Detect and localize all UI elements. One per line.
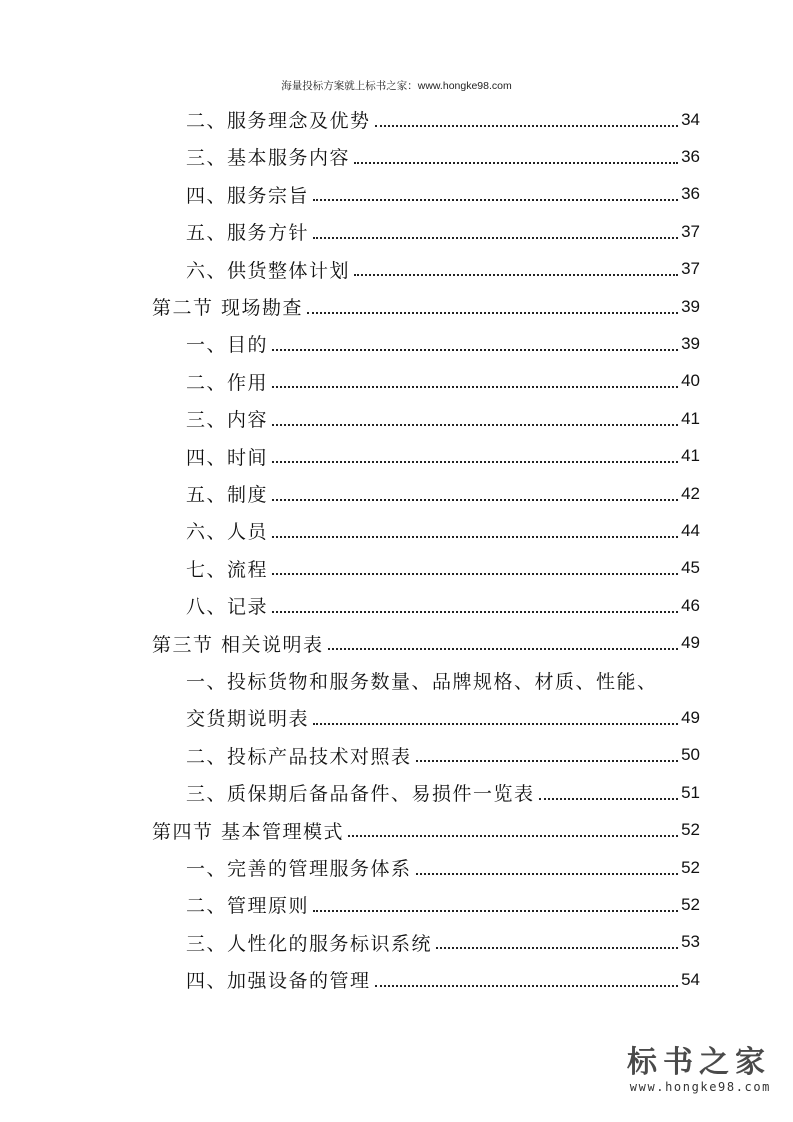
toc-entry [152,812,700,849]
toc-entry-title: 四、服务宗旨 [186,184,310,207]
dot-leader [272,611,678,613]
toc-entry [186,438,700,475]
toc-entry-page: 42 [681,483,700,503]
toc-entry-title: 第三节 相关说明表 [152,633,324,656]
toc-entry-page: 52 [681,857,700,877]
toc-entry-title: 四、时间 [186,446,269,469]
toc-entry-page: 51 [681,782,700,802]
toc-entry-title: 一、投标货物和服务数量、品牌规格、材质、性能、 [186,671,658,693]
dot-leader [313,910,678,912]
toc-entry-title: 二、服务理念及优势 [186,110,371,132]
toc-entry-page: 37 [681,259,700,279]
toc-entry-title: 六、人员 [186,521,269,544]
toc-entry [186,251,700,288]
toc-entry-title: 一、目的 [186,334,269,357]
toc-entry-title: 一、完善的管理服务体系 [186,858,412,880]
dot-leader [375,985,679,987]
toc-entry-page: 44 [681,520,700,540]
toc-entry [186,475,700,512]
toc-entry [186,961,700,998]
toc-entry-page: 37 [681,221,700,241]
toc-entry-page: 39 [681,333,700,353]
toc-entry [186,213,700,250]
dot-leader [436,947,678,949]
toc-entry-title: 二、投标产品技术对照表 [186,745,412,768]
toc-entry-title: 第二节 现场勘查 [152,297,304,319]
toc-entry-title: 交货期说明表 [186,708,310,731]
toc-entry [186,363,700,400]
toc-entry [186,699,700,736]
dot-leader [272,499,678,501]
toc-entry-title: 三、人性化的服务标识系统 [186,932,433,955]
toc-entry-title: 七、流程 [186,558,269,581]
toc-entry-page: 41 [681,446,700,466]
dot-leader [354,162,678,164]
toc-entry-page: 49 [681,633,700,653]
toc-entry-page: 36 [681,184,700,204]
toc-entry-page: 41 [681,408,700,428]
toc-entry-title: 四、加强设备的管理 [186,970,371,993]
toc-entry-page: 52 [681,894,700,914]
toc-entry [186,924,700,961]
toc-entry-page: 40 [681,371,700,391]
dot-leader [272,349,678,351]
toc-entry-title: 三、质保期后备品备件、易损件一览表 [186,783,535,806]
dot-leader [272,386,678,388]
toc-entry-page: 46 [681,595,700,615]
header-prefix: 海量投标方案就上标书之家： [281,80,418,92]
toc-entry-title: 五、服务方针 [186,222,310,245]
dot-leader [307,312,678,314]
dot-leader [348,835,678,837]
dot-leader [416,873,679,875]
logo-name: 标书之家 [627,1045,771,1080]
toc-entry [186,550,700,587]
toc-entry-title: 六、供货整体计划 [186,259,351,282]
toc-entry [186,138,700,175]
toc-entry-page: 52 [681,820,700,840]
dot-leader [272,424,678,426]
dot-leader [313,723,678,725]
dot-leader [272,536,678,538]
toc-entry [186,101,700,138]
toc-entry [186,886,700,923]
toc-entry-title: 二、管理原则 [186,895,310,918]
toc-entry [186,512,700,549]
dot-leader [375,125,679,127]
logo-site: www.hongke98.com [629,1080,771,1094]
toc-entry [186,176,700,213]
toc-entry [152,288,700,325]
toc-entry-page: 50 [681,745,700,765]
watermark-logo [627,1046,771,1094]
toc-entry-title: 三、基本服务内容 [186,147,351,170]
toc-entry [186,587,700,624]
toc-entry-page: 49 [681,707,700,727]
toc-entry [152,625,700,662]
toc-entry-page: 36 [681,146,700,166]
toc-entry-title: 八、记录 [186,596,269,619]
toc-entry-title: 第四节 基本管理模式 [152,820,345,843]
dot-leader [313,237,678,239]
toc-entry [186,774,700,811]
toc-entry [186,737,700,774]
toc-entry-page: 54 [681,969,700,989]
dot-leader [328,648,679,650]
dot-leader [539,798,679,800]
toc-entry-page: 39 [681,296,700,316]
toc-entry-title: 五、制度 [186,484,269,506]
dot-leader [313,199,678,201]
dot-leader [272,461,678,463]
toc-entry-title: 三、内容 [186,409,269,432]
toc-entry-title: 二、作用 [186,371,269,394]
toc-entry-page: 34 [681,109,700,129]
toc-entry-page: 53 [681,932,700,952]
dot-leader [416,760,679,762]
header-url: www.hongke98.com [417,80,512,92]
toc-entry [186,662,700,699]
toc-entry [186,325,700,362]
toc-entry-page: 45 [681,558,700,578]
dot-leader [272,573,678,575]
dot-leader [354,274,678,276]
toc-entry [186,849,700,886]
page-header [0,78,793,93]
toc-entry [186,400,700,437]
